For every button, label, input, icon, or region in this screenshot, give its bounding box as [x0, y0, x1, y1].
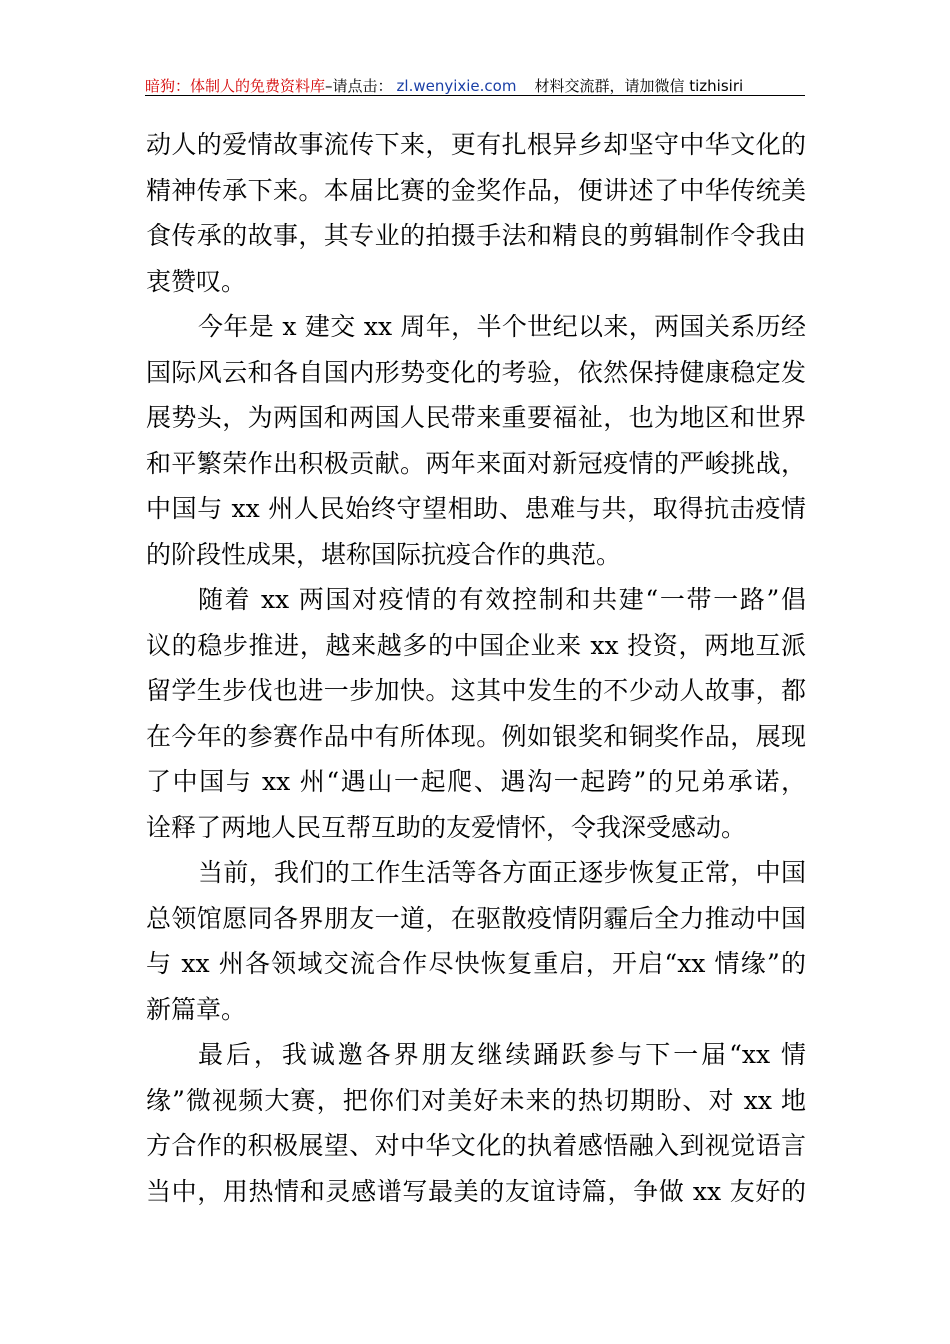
text-line: 随着 xx 两国对疫情的有效控制和共建“一带一路”倡: [198, 585, 806, 614]
text-line: 今年是 x 建交 xx 周年，半个世纪以来，两国关系历经: [198, 312, 806, 341]
text-line: 食传承的故事，其专业的拍摄手法和精良的剪辑制作令我由: [146, 221, 806, 250]
text-line: 精神传承下来。本届比赛的金奖作品，便讲述了中华传统美: [146, 175, 806, 205]
text-line: 缘”微视频大赛，把你们对美好未来的热切期盼、对 xx 地: [146, 1085, 806, 1115]
text-line: 议的稳步推进，越来越多的中国企业来 xx 投资，两地互派: [146, 630, 806, 660]
header-brand: 暗狗：体制人的免费资料库: [145, 77, 326, 95]
header-divider: [145, 95, 805, 96]
text-line: 当中，用热情和灵感谱写最美的友谊诗篇，争做 xx 友好的: [146, 1176, 806, 1206]
text-line: 和平繁荣作出积极贡献。两年来面对新冠疫情的严峻挑战，: [146, 448, 806, 478]
text-line: 总领馆愿同各界朋友一道，在驱散疫情阴霾后全力推动中国: [146, 903, 806, 933]
text-line: 方合作的积极展望、对中华文化的执着感悟融入到视觉语言: [146, 1131, 806, 1160]
text-line: 新篇章。: [146, 994, 247, 1024]
text-line: 国际风云和各自国内形势变化的考验，依然保持健康稳定发: [146, 357, 806, 387]
text-line: 展势头，为两国和两国人民带来重要福祉，也为地区和世界: [146, 403, 806, 432]
text-line: 动人的爱情故事流传下来，更有扎根异乡却坚守中华文化的: [146, 130, 806, 159]
text-line: 在今年的参赛作品中有所体现。例如银奖和铜奖作品，展现: [146, 721, 806, 751]
text-line: 留学生步伐也进一步加快。这其中发生的不少动人故事，都: [146, 676, 806, 705]
header-prompt: –请点击：: [325, 77, 393, 95]
text-line: 与 xx 州各领域交流合作尽快恢复重启，开启“xx 情缘”的: [146, 949, 806, 978]
header-link[interactable]: zl.wenyixie.com: [396, 77, 517, 95]
text-line: 了中国与 xx 州“遇山一起爬、遇沟一起跨”的兄弟承诺，: [146, 767, 806, 796]
text-line: 最后，我诚邀各界朋友继续踊跃参与下一届“xx 情: [198, 1040, 806, 1069]
text-line: 当前，我们的工作生活等各方面正逐步恢复正常，中国: [198, 858, 806, 887]
text-line: 诠释了两地人民互帮互助的友爱情怀，令我深受感动。: [146, 812, 747, 842]
text-line: 衷赞叹。: [146, 266, 247, 296]
text-line: 的阶段性成果，堪称国际抗疫合作的典范。: [146, 539, 622, 569]
page-header: [145, 66, 805, 96]
document-body: [146, 122, 806, 1214]
header-group-info: 材料交流群，请加微信 tizhisiri: [534, 77, 744, 95]
text-line: 中国与 xx 州人民始终守望相助、患难与共，取得抗击疫情: [146, 494, 806, 523]
